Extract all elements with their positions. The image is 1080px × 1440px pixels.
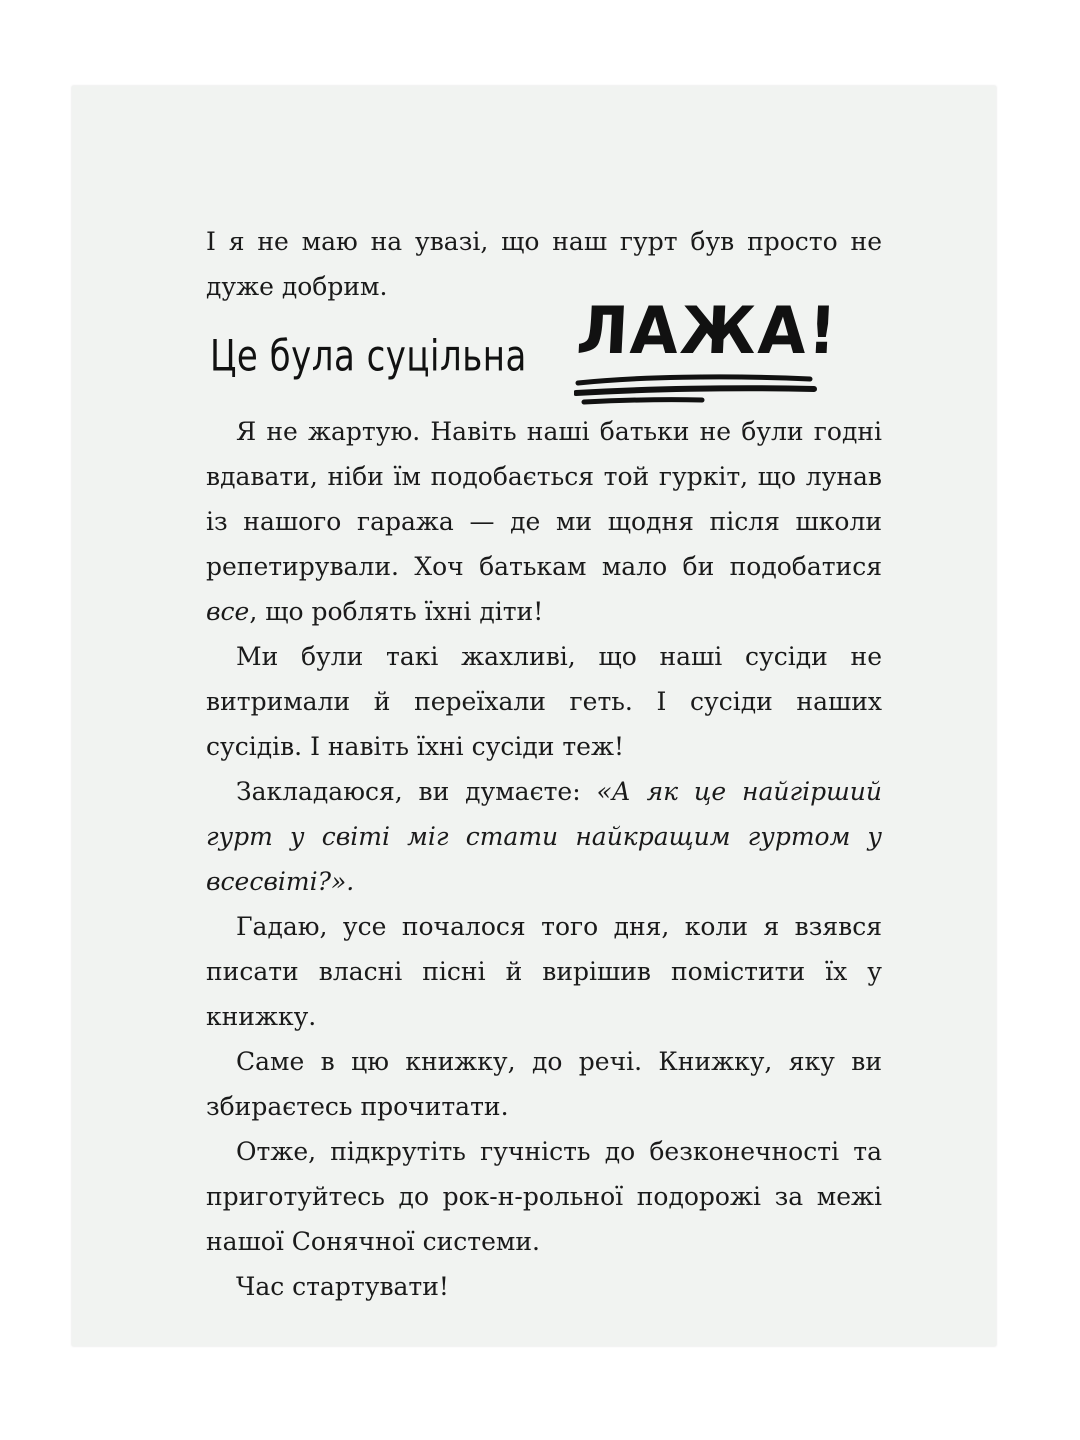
- paragraph-2: Я не жартую. Навіть наші батьки не були годні вдавати, ніби їм подобається той гуркіт, що лунав із нашого гаража — де ми щодня після школи репетирували. Хоч батькам мало би подобатися все, що роблять їхні діти!: [206, 417, 882, 626]
- paragraph-3: Ми були такі жахливі, що наші сусіди не витримали й переїхали геть. І сусіди наших сусідів. І навіть їхні сусіди теж!: [206, 642, 882, 761]
- paragraph-5: Гадаю, усе почалося того дня, коли я взявся писати власні пісні й вирішив помістити їх у книжку.: [206, 912, 882, 1031]
- italic-quote: «А як це найгірший гурт у світі міг стати найкращим гуртом у всесвіті?».: [206, 777, 882, 896]
- paragraph-7: Отже, підкрутіть гучність до безконечності та приготуйтесь до рок-н-рольної подорожі за межі нашої Сонячної системи.: [206, 1137, 882, 1256]
- paragraph-8: Час стартувати!: [236, 1272, 449, 1301]
- scribble-underline-icon: [574, 371, 834, 411]
- handwritten-big-text: ЛАЖА!: [574, 292, 841, 369]
- page-text: [206, 219, 882, 1309]
- handwritten-heading: [206, 292, 882, 403]
- paragraph-1: І я не маю на увазі, що наш гурт був просто не дуже добрим.: [206, 227, 882, 301]
- paragraph-4: Закладаюся, ви думаєте: «А як це найгірший гурт у світі міг стати найкращим гуртом у всесвіті?».: [206, 777, 882, 896]
- italic-word: все: [206, 597, 250, 626]
- paragraph-6: Саме в цю книжку, до речі. Книжку, яку ви збираєтесь прочитати.: [206, 1047, 882, 1121]
- book-page: [72, 86, 996, 1346]
- handwritten-small-text: Це була суцільна: [210, 331, 527, 382]
